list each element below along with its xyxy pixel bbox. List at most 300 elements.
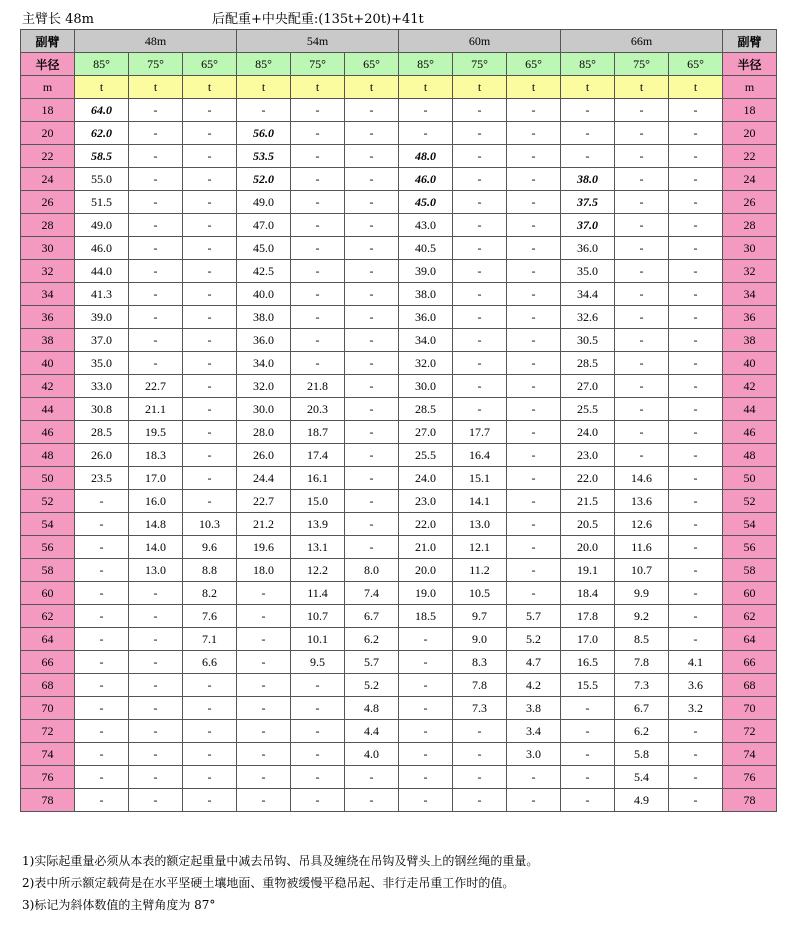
load-cell: 11.2 <box>453 559 507 582</box>
load-cell: - <box>129 697 183 720</box>
load-cell: - <box>345 283 399 306</box>
load-cell: 30.5 <box>561 329 615 352</box>
load-cell: 16.5 <box>561 651 615 674</box>
unit-header-cell: t <box>561 76 615 99</box>
radius-cell-left: 46 <box>21 421 75 444</box>
load-cell: - <box>345 444 399 467</box>
load-cell: - <box>507 260 561 283</box>
unit-header-cell: t <box>237 76 291 99</box>
radius-cell-left: 38 <box>21 329 75 352</box>
load-cell: 42.5 <box>237 260 291 283</box>
load-cell: - <box>291 306 345 329</box>
note-1: 1)实际起重量必须从本表的额定起重量中减去吊钩、吊具及缠绕在吊钩及臂头上的钢丝绳的重量。 <box>22 854 539 868</box>
load-cell: - <box>507 237 561 260</box>
table-row <box>21 237 777 260</box>
load-cell: 53.5 <box>237 145 291 168</box>
load-cell: - <box>183 674 237 697</box>
load-cell: - <box>291 145 345 168</box>
load-cell: - <box>129 306 183 329</box>
load-cell: 13.6 <box>615 490 669 513</box>
load-cell: 28.0 <box>237 421 291 444</box>
load-cell: 7.8 <box>453 674 507 697</box>
load-cell: 18.3 <box>129 444 183 467</box>
load-cell: - <box>183 214 237 237</box>
radius-cell-right: 56 <box>723 536 777 559</box>
load-cell: - <box>345 191 399 214</box>
load-cell: - <box>183 260 237 283</box>
radius-cell-left: 52 <box>21 490 75 513</box>
load-cell: 4.2 <box>507 674 561 697</box>
load-cell: 16.4 <box>453 444 507 467</box>
load-cell: 9.9 <box>615 582 669 605</box>
load-cell: 20.5 <box>561 513 615 536</box>
angle-header-cell: 65° <box>345 53 399 76</box>
table-row <box>21 168 777 191</box>
load-cell: - <box>615 191 669 214</box>
radius-cell-left: 42 <box>21 375 75 398</box>
load-cell: - <box>291 283 345 306</box>
load-cell: - <box>561 720 615 743</box>
load-cell: 4.0 <box>345 743 399 766</box>
load-cell: 19.5 <box>129 421 183 444</box>
load-cell: 22.7 <box>129 375 183 398</box>
load-cell: - <box>669 605 723 628</box>
unit-header-row <box>21 76 777 99</box>
load-cell: - <box>291 352 345 375</box>
load-cell: 30.8 <box>75 398 129 421</box>
load-cell: 17.4 <box>291 444 345 467</box>
angle-header-cell: 75° <box>129 53 183 76</box>
load-cell: - <box>453 766 507 789</box>
load-cell: - <box>615 145 669 168</box>
radius-cell-right: 20 <box>723 122 777 145</box>
load-cell: 19.6 <box>237 536 291 559</box>
load-cell: 22.0 <box>399 513 453 536</box>
load-cell: - <box>129 283 183 306</box>
load-cell: - <box>669 720 723 743</box>
table-row <box>21 559 777 582</box>
load-cell: 8.3 <box>453 651 507 674</box>
load-cell: - <box>183 283 237 306</box>
radius-cell-left: 60 <box>21 582 75 605</box>
load-cell: - <box>507 145 561 168</box>
load-cell: - <box>561 766 615 789</box>
load-cell: 37.0 <box>561 214 615 237</box>
load-cell: 27.0 <box>399 421 453 444</box>
angle-header-cell: 85° <box>399 53 453 76</box>
load-cell: - <box>507 283 561 306</box>
load-cell: - <box>75 674 129 697</box>
load-cell: 20.0 <box>399 559 453 582</box>
jib-label-left: 副臂 <box>21 30 75 53</box>
radius-cell-right: 78 <box>723 789 777 812</box>
load-cell: - <box>507 99 561 122</box>
load-cell: 21.1 <box>129 398 183 421</box>
table-row <box>21 191 777 214</box>
table-row <box>21 605 777 628</box>
load-cell: - <box>237 743 291 766</box>
radius-cell-left: 62 <box>21 605 75 628</box>
load-cell: - <box>669 536 723 559</box>
load-cell: - <box>561 122 615 145</box>
load-cell: - <box>129 651 183 674</box>
load-cell: 26.0 <box>75 444 129 467</box>
angle-header-cell: 85° <box>561 53 615 76</box>
unit-header-cell: t <box>615 76 669 99</box>
load-cell: - <box>561 789 615 812</box>
load-cell: 36.0 <box>561 237 615 260</box>
load-cell: - <box>183 237 237 260</box>
load-cell: 25.5 <box>561 398 615 421</box>
load-cell: - <box>669 99 723 122</box>
load-cell: - <box>507 582 561 605</box>
radius-cell-right: 32 <box>723 260 777 283</box>
load-cell: 21.0 <box>399 536 453 559</box>
radius-cell-left: 64 <box>21 628 75 651</box>
load-cell: - <box>183 444 237 467</box>
note-3: 3)标记为斜体数值的主臂角度为 87° <box>22 898 216 912</box>
load-cell: - <box>345 398 399 421</box>
load-cell: - <box>561 145 615 168</box>
load-cell: 8.2 <box>183 582 237 605</box>
load-cell: 5.7 <box>507 605 561 628</box>
radius-cell-right: 74 <box>723 743 777 766</box>
radius-cell-left: 40 <box>21 352 75 375</box>
load-cell: 5.7 <box>345 651 399 674</box>
load-cell: 62.0 <box>75 122 129 145</box>
radius-cell-right: 40 <box>723 352 777 375</box>
load-cell: - <box>75 559 129 582</box>
table-row <box>21 720 777 743</box>
load-cell: - <box>183 398 237 421</box>
load-cell: 21.8 <box>291 375 345 398</box>
load-cell: 7.3 <box>615 674 669 697</box>
load-cell: 28.5 <box>75 421 129 444</box>
load-cell: - <box>345 329 399 352</box>
load-cell: 5.2 <box>507 628 561 651</box>
load-cell: - <box>453 789 507 812</box>
load-cell: - <box>237 789 291 812</box>
load-cell: 5.8 <box>615 743 669 766</box>
load-cell: - <box>183 145 237 168</box>
load-cell: - <box>507 306 561 329</box>
radius-cell-right: 70 <box>723 697 777 720</box>
load-cell: 36.0 <box>237 329 291 352</box>
radius-cell-left: 70 <box>21 697 75 720</box>
load-cell: 8.0 <box>345 559 399 582</box>
radius-cell-right: 24 <box>723 168 777 191</box>
load-cell: - <box>237 628 291 651</box>
radius-cell-left: 44 <box>21 398 75 421</box>
load-cell: 24.4 <box>237 467 291 490</box>
load-cell: 28.5 <box>399 398 453 421</box>
unit-header-cell: t <box>183 76 237 99</box>
radius-cell-right: 52 <box>723 490 777 513</box>
radius-cell-left: 76 <box>21 766 75 789</box>
load-cell: - <box>669 375 723 398</box>
radius-cell-left: 26 <box>21 191 75 214</box>
load-cell: 43.0 <box>399 214 453 237</box>
load-cell: 4.7 <box>507 651 561 674</box>
load-cell: 17.0 <box>129 467 183 490</box>
load-cell: 15.5 <box>561 674 615 697</box>
load-cell: - <box>507 122 561 145</box>
load-cell: - <box>291 743 345 766</box>
load-cell: - <box>615 398 669 421</box>
radius-cell-right: 42 <box>723 375 777 398</box>
load-cell: - <box>615 122 669 145</box>
load-cell: - <box>75 582 129 605</box>
load-cell: 46.0 <box>399 168 453 191</box>
load-cell: - <box>291 720 345 743</box>
load-cell: 6.2 <box>615 720 669 743</box>
load-cell: 35.0 <box>561 260 615 283</box>
load-cell: 15.0 <box>291 490 345 513</box>
load-cell: - <box>291 191 345 214</box>
load-cell: 38.0 <box>399 283 453 306</box>
load-cell: - <box>345 766 399 789</box>
load-cell: - <box>615 214 669 237</box>
load-cell: - <box>615 99 669 122</box>
load-cell: - <box>669 283 723 306</box>
load-cell: - <box>453 122 507 145</box>
load-cell: 24.0 <box>399 467 453 490</box>
load-cell: 49.0 <box>75 214 129 237</box>
load-cell: - <box>615 375 669 398</box>
load-cell: - <box>615 352 669 375</box>
table-row <box>21 145 777 168</box>
load-cell: - <box>291 214 345 237</box>
load-cell: - <box>183 490 237 513</box>
radius-cell-right: 60 <box>723 582 777 605</box>
radius-cell-right: 68 <box>723 674 777 697</box>
table-row <box>21 674 777 697</box>
table-row <box>21 352 777 375</box>
load-cell: - <box>129 674 183 697</box>
load-cell: - <box>615 306 669 329</box>
load-cell: - <box>345 513 399 536</box>
load-cell: 55.0 <box>75 168 129 191</box>
load-cell: 58.5 <box>75 145 129 168</box>
radius-cell-left: 66 <box>21 651 75 674</box>
load-cell: 32.6 <box>561 306 615 329</box>
load-cell: - <box>399 720 453 743</box>
load-cell: 45.0 <box>237 237 291 260</box>
load-cell: - <box>669 237 723 260</box>
load-cell: - <box>129 168 183 191</box>
load-cell: - <box>453 306 507 329</box>
load-cell: - <box>669 352 723 375</box>
table-row <box>21 444 777 467</box>
load-cell: - <box>669 398 723 421</box>
load-cell: 9.5 <box>291 651 345 674</box>
load-cell: 17.7 <box>453 421 507 444</box>
load-cell: 7.6 <box>183 605 237 628</box>
load-cell: 3.6 <box>669 674 723 697</box>
load-cell: - <box>183 743 237 766</box>
table-row <box>21 536 777 559</box>
load-cell: - <box>291 260 345 283</box>
load-cell: - <box>129 237 183 260</box>
load-cell: - <box>183 352 237 375</box>
load-cell: - <box>129 743 183 766</box>
load-cell: - <box>399 651 453 674</box>
load-cell: 6.6 <box>183 651 237 674</box>
table-row <box>21 283 777 306</box>
load-cell: - <box>507 398 561 421</box>
radius-cell-right: 46 <box>723 421 777 444</box>
load-cell: - <box>507 467 561 490</box>
radius-unit-right: m <box>723 76 777 99</box>
radius-cell-right: 72 <box>723 720 777 743</box>
group-60m: 60m <box>399 30 561 53</box>
load-cell: - <box>669 789 723 812</box>
load-cell: 22.0 <box>561 467 615 490</box>
load-cell: - <box>75 697 129 720</box>
load-cell: - <box>669 306 723 329</box>
table-row <box>21 766 777 789</box>
radius-cell-left: 20 <box>21 122 75 145</box>
load-cell: 34.0 <box>399 329 453 352</box>
load-cell: 9.2 <box>615 605 669 628</box>
load-cell: - <box>669 214 723 237</box>
load-cell: 16.1 <box>291 467 345 490</box>
radius-label-right: 半径 <box>723 53 777 76</box>
load-cell: 14.1 <box>453 490 507 513</box>
load-cell: - <box>291 674 345 697</box>
load-cell: 5.4 <box>615 766 669 789</box>
load-cell: 18.4 <box>561 582 615 605</box>
load-cell: 13.9 <box>291 513 345 536</box>
load-cell: - <box>615 283 669 306</box>
angle-header-cell: 75° <box>615 53 669 76</box>
load-cell: - <box>183 720 237 743</box>
load-cell: - <box>561 697 615 720</box>
angle-header-cell: 75° <box>291 53 345 76</box>
load-cell: 49.0 <box>237 191 291 214</box>
load-cell: - <box>615 237 669 260</box>
load-cell: - <box>291 766 345 789</box>
load-cell: - <box>345 122 399 145</box>
load-cell: 35.0 <box>75 352 129 375</box>
load-cell: - <box>507 513 561 536</box>
load-cell: 8.5 <box>615 628 669 651</box>
radius-cell-left: 22 <box>21 145 75 168</box>
load-cell: - <box>453 375 507 398</box>
table-row <box>21 697 777 720</box>
load-cell: - <box>453 743 507 766</box>
unit-header-cell: t <box>75 76 129 99</box>
load-cell: - <box>183 421 237 444</box>
radius-cell-right: 54 <box>723 513 777 536</box>
load-cell: 4.9 <box>615 789 669 812</box>
page-header <box>22 6 782 26</box>
radius-cell-right: 50 <box>723 467 777 490</box>
load-cell: - <box>75 766 129 789</box>
unit-header-cell: t <box>129 76 183 99</box>
load-cell: - <box>183 99 237 122</box>
load-cell: 56.0 <box>237 122 291 145</box>
load-cell: 39.0 <box>399 260 453 283</box>
load-cell: 52.0 <box>237 168 291 191</box>
unit-header-cell: t <box>453 76 507 99</box>
radius-cell-left: 50 <box>21 467 75 490</box>
table-row <box>21 421 777 444</box>
load-cell: 64.0 <box>75 99 129 122</box>
radius-cell-right: 28 <box>723 214 777 237</box>
table-row <box>21 375 777 398</box>
load-cell: - <box>453 329 507 352</box>
load-cell: - <box>291 697 345 720</box>
table-row <box>21 214 777 237</box>
load-cell: 48.0 <box>399 145 453 168</box>
load-cell: - <box>399 99 453 122</box>
load-cell: 33.0 <box>75 375 129 398</box>
radius-cell-left: 58 <box>21 559 75 582</box>
load-cell: - <box>129 352 183 375</box>
load-cell: - <box>669 168 723 191</box>
load-cell: - <box>453 398 507 421</box>
load-cell: - <box>237 697 291 720</box>
radius-cell-left: 56 <box>21 536 75 559</box>
load-cell: 28.5 <box>561 352 615 375</box>
load-cell: - <box>615 168 669 191</box>
load-cell: - <box>237 766 291 789</box>
load-cell: 27.0 <box>561 375 615 398</box>
load-chart-table <box>20 29 777 812</box>
load-cell: 10.1 <box>291 628 345 651</box>
load-cell: 6.2 <box>345 628 399 651</box>
radius-cell-left: 72 <box>21 720 75 743</box>
load-cell: 15.1 <box>453 467 507 490</box>
load-cell: 8.8 <box>183 559 237 582</box>
load-cell: - <box>345 467 399 490</box>
unit-header-cell: t <box>345 76 399 99</box>
load-cell: 41.3 <box>75 283 129 306</box>
angle-header-cell: 65° <box>669 53 723 76</box>
angle-header-cell: 75° <box>453 53 507 76</box>
load-cell: 10.7 <box>615 559 669 582</box>
radius-cell-right: 66 <box>723 651 777 674</box>
radius-cell-left: 24 <box>21 168 75 191</box>
load-cell: - <box>129 260 183 283</box>
load-cell: - <box>561 743 615 766</box>
load-cell: 7.3 <box>453 697 507 720</box>
load-cell: - <box>129 145 183 168</box>
load-cell: - <box>291 99 345 122</box>
radius-cell-right: 34 <box>723 283 777 306</box>
load-cell: - <box>345 536 399 559</box>
radius-unit-left: m <box>21 76 75 99</box>
load-cell: 19.0 <box>399 582 453 605</box>
load-cell: - <box>399 743 453 766</box>
radius-cell-left: 34 <box>21 283 75 306</box>
load-cell: 47.0 <box>237 214 291 237</box>
load-cell: - <box>237 99 291 122</box>
load-cell: - <box>507 214 561 237</box>
load-cell: - <box>399 628 453 651</box>
radius-cell-right: 48 <box>723 444 777 467</box>
load-cell: 23.0 <box>561 444 615 467</box>
load-cell: - <box>453 283 507 306</box>
load-cell: - <box>345 237 399 260</box>
radius-cell-right: 30 <box>723 237 777 260</box>
load-cell: - <box>129 628 183 651</box>
load-cell: - <box>399 789 453 812</box>
load-cell: 7.1 <box>183 628 237 651</box>
load-cell: 7.4 <box>345 582 399 605</box>
load-cell: - <box>129 720 183 743</box>
